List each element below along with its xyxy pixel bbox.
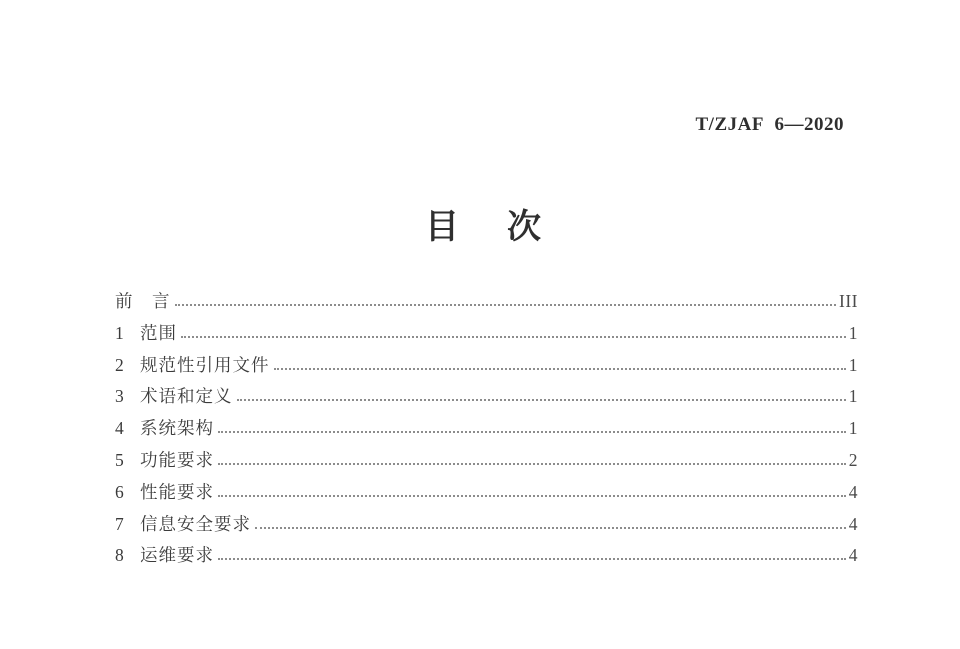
toc-row [115,451,858,469]
dot-leader [218,558,846,560]
toc-entry-number: 7 [115,513,124,534]
document-code: T/ZJAF 6—2020 [695,114,844,135]
toc-entry-label: 信息安全要求 [140,513,251,534]
toc-page-number: 4 [848,481,858,502]
toc-page-number: 1 [848,386,858,407]
toc-entry-number: 3 [115,386,124,407]
toc-entry-label: 术语和定义 [140,386,233,407]
toc-page-number: III [839,291,858,311]
toc-page-number: 1 [848,418,858,439]
toc-entry-label: 运维要求 [140,545,214,566]
toc-entry-number: 2 [115,354,124,375]
toc-page-number: 1 [848,322,858,343]
toc-entry-label: 前 言 [115,291,171,311]
toc-row-foreword [115,292,858,310]
toc-entry-number: 6 [115,481,124,502]
page-title: 目 次 [425,208,548,246]
toc-page-number: 4 [848,513,858,534]
toc-entry-number: 4 [115,418,124,439]
toc-entry-label: 范围 [140,322,177,343]
table-of-contents [115,292,858,578]
toc-row [115,419,858,437]
toc-row [115,546,858,564]
toc-page-number: 1 [848,354,858,375]
toc-entry-label: 性能要求 [140,481,214,502]
toc-row [115,483,858,501]
dot-leader [218,431,846,433]
toc-page-number: 4 [848,545,858,566]
dot-leader [218,495,846,497]
dot-leader [181,336,846,338]
toc-entry-label: 功能要求 [140,449,214,470]
toc-row [115,356,858,374]
toc-entry-number: 1 [115,322,124,343]
toc-entry-number: 5 [115,449,124,470]
dot-leader [237,399,846,401]
dot-leader [175,304,837,306]
dot-leader [255,527,846,529]
dot-leader [218,463,846,465]
toc-row [115,387,858,405]
toc-entry-number: 8 [115,545,124,566]
toc-entry-label: 系统架构 [140,418,214,439]
toc-entry-label: 规范性引用文件 [140,354,270,375]
toc-page-number: 2 [848,449,858,470]
dot-leader [274,368,846,370]
toc-row [115,515,858,533]
toc-row [115,324,858,342]
